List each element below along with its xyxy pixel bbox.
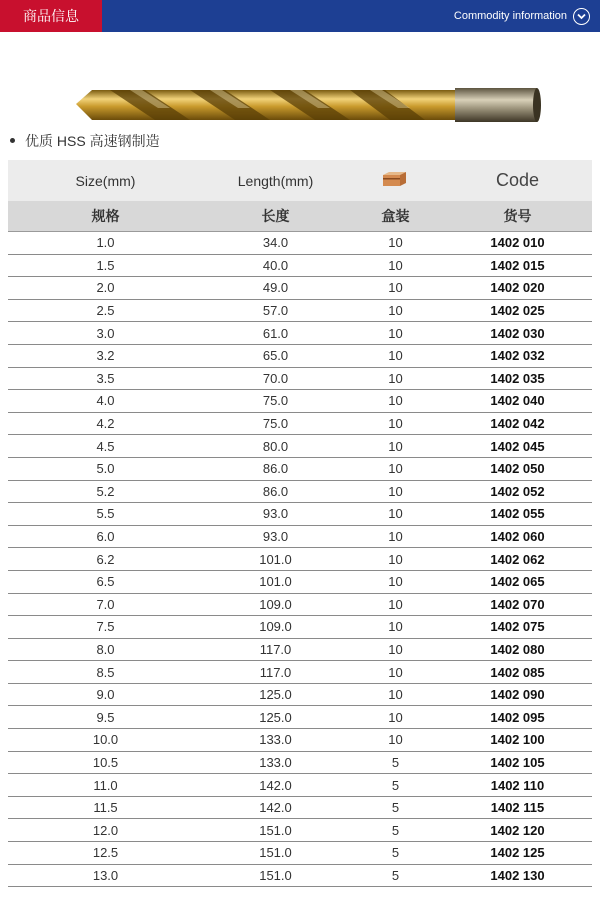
spec-table (8, 160, 592, 887)
cell-code: 1402 090 (443, 683, 592, 706)
table-row (8, 367, 592, 390)
cell-length: 75.0 (203, 390, 348, 413)
cell-size: 5.2 (8, 480, 203, 503)
cell-box-qty: 10 (348, 570, 443, 593)
cell-code: 1402 100 (443, 729, 592, 752)
cell-length: 151.0 (203, 819, 348, 842)
cell-size: 3.2 (8, 344, 203, 367)
table-row (8, 548, 592, 571)
cell-length: 75.0 (203, 412, 348, 435)
cell-code: 1402 052 (443, 480, 592, 503)
cell-length: 117.0 (203, 661, 348, 684)
col-box-cn: 盒装 (348, 201, 443, 232)
cell-length: 133.0 (203, 751, 348, 774)
col-length-en: Length(mm) (203, 160, 348, 201)
cell-box-qty: 10 (348, 525, 443, 548)
cell-box-qty: 10 (348, 457, 443, 480)
table-row (8, 842, 592, 865)
product-feature (10, 131, 160, 151)
cell-box-qty: 10 (348, 277, 443, 300)
table-row (8, 638, 592, 661)
col-code-en: Code (443, 160, 592, 201)
table-row (8, 299, 592, 322)
header-bar (0, 0, 600, 32)
cell-box-qty: 10 (348, 435, 443, 458)
col-size-cn: 规格 (8, 201, 203, 232)
table-row (8, 435, 592, 458)
commodity-info-toggle[interactable] (454, 0, 590, 32)
table-row (8, 344, 592, 367)
cell-code: 1402 110 (443, 774, 592, 797)
cell-length: 125.0 (203, 706, 348, 729)
product-feature-text: 优质 HSS 高速钢制造 (25, 133, 160, 149)
cell-box-qty: 5 (348, 796, 443, 819)
cell-length: 65.0 (203, 344, 348, 367)
cell-length: 86.0 (203, 480, 348, 503)
cell-length: 61.0 (203, 322, 348, 345)
bullet-dot (10, 138, 15, 143)
cell-length: 101.0 (203, 548, 348, 571)
cell-size: 6.5 (8, 570, 203, 593)
cell-code: 1402 060 (443, 525, 592, 548)
cell-size: 2.0 (8, 277, 203, 300)
cell-size: 5.5 (8, 503, 203, 526)
cell-length: 49.0 (203, 277, 348, 300)
cell-code: 1402 040 (443, 390, 592, 413)
table-row (8, 390, 592, 413)
col-box-en (348, 160, 443, 201)
cell-size: 6.0 (8, 525, 203, 548)
commodity-info-label: Commodity information (453, 10, 567, 22)
cell-box-qty: 5 (348, 819, 443, 842)
cell-length: 142.0 (203, 774, 348, 797)
cell-size: 4.5 (8, 435, 203, 458)
cell-box-qty: 10 (348, 729, 443, 752)
cell-box-qty: 10 (348, 616, 443, 639)
cell-length: 133.0 (203, 729, 348, 752)
tab-commodity-info[interactable]: 商品信息 (0, 0, 102, 32)
cell-code: 1402 125 (443, 842, 592, 865)
cell-box-qty: 5 (348, 774, 443, 797)
cell-box-qty: 10 (348, 344, 443, 367)
cell-box-qty: 10 (348, 232, 443, 255)
cell-code: 1402 030 (443, 322, 592, 345)
cell-code: 1402 025 (443, 299, 592, 322)
cell-code: 1402 050 (443, 457, 592, 480)
cell-code: 1402 062 (443, 548, 592, 571)
cell-size: 8.0 (8, 638, 203, 661)
table-row (8, 412, 592, 435)
box-icon (380, 169, 412, 189)
cell-code: 1402 120 (443, 819, 592, 842)
cell-box-qty: 10 (348, 322, 443, 345)
table-row (8, 570, 592, 593)
cell-box-qty: 10 (348, 480, 443, 503)
cell-size: 11.0 (8, 774, 203, 797)
table-row (8, 232, 592, 255)
cell-code: 1402 055 (443, 503, 592, 526)
cell-box-qty: 10 (348, 367, 443, 390)
cell-length: 117.0 (203, 638, 348, 661)
table-row (8, 751, 592, 774)
cell-size: 3.5 (8, 367, 203, 390)
cell-size: 9.0 (8, 683, 203, 706)
cell-size: 7.0 (8, 593, 203, 616)
cell-size: 8.5 (8, 661, 203, 684)
cell-code: 1402 065 (443, 570, 592, 593)
cell-size: 6.2 (8, 548, 203, 571)
cell-size: 7.5 (8, 616, 203, 639)
cell-code: 1402 115 (443, 796, 592, 819)
cell-length: 109.0 (203, 593, 348, 616)
table-row (8, 774, 592, 797)
cell-box-qty: 10 (348, 254, 443, 277)
cell-length: 101.0 (203, 570, 348, 593)
cell-code: 1402 015 (443, 254, 592, 277)
cell-code: 1402 010 (443, 232, 592, 255)
table-row (8, 593, 592, 616)
table-row (8, 525, 592, 548)
table-row (8, 729, 592, 752)
cell-code: 1402 035 (443, 367, 592, 390)
cell-size: 10.5 (8, 751, 203, 774)
cell-size: 4.0 (8, 390, 203, 413)
cell-code: 1402 045 (443, 435, 592, 458)
cell-size: 9.5 (8, 706, 203, 729)
cell-code: 1402 080 (443, 638, 592, 661)
table-row (8, 322, 592, 345)
table-row (8, 819, 592, 842)
cell-size: 11.5 (8, 796, 203, 819)
cell-box-qty: 10 (348, 390, 443, 413)
cell-size: 10.0 (8, 729, 203, 752)
cell-size: 13.0 (8, 864, 203, 887)
cell-length: 57.0 (203, 299, 348, 322)
cell-size: 1.5 (8, 254, 203, 277)
cell-size: 4.2 (8, 412, 203, 435)
cell-length: 93.0 (203, 503, 348, 526)
cell-size: 12.5 (8, 842, 203, 865)
cell-box-qty: 5 (348, 864, 443, 887)
cell-length: 109.0 (203, 616, 348, 639)
table-row (8, 254, 592, 277)
cell-code: 1402 085 (443, 661, 592, 684)
cell-size: 5.0 (8, 457, 203, 480)
col-code-cn: 货号 (443, 201, 592, 232)
table-row (8, 796, 592, 819)
cell-length: 151.0 (203, 842, 348, 865)
table-row (8, 661, 592, 684)
cell-code: 1402 020 (443, 277, 592, 300)
cell-length: 80.0 (203, 435, 348, 458)
table-row (8, 616, 592, 639)
table-header-cn (8, 201, 592, 232)
cell-length: 142.0 (203, 796, 348, 819)
cell-box-qty: 10 (348, 299, 443, 322)
cell-length: 34.0 (203, 232, 348, 255)
cell-code: 1402 095 (443, 706, 592, 729)
cell-box-qty: 10 (348, 412, 443, 435)
cell-length: 40.0 (203, 254, 348, 277)
table-row (8, 864, 592, 887)
table-row (8, 683, 592, 706)
cell-code: 1402 075 (443, 616, 592, 639)
cell-box-qty: 10 (348, 593, 443, 616)
cell-code: 1402 032 (443, 344, 592, 367)
cell-box-qty: 10 (348, 661, 443, 684)
table-row (8, 503, 592, 526)
cell-box-qty: 5 (348, 842, 443, 865)
col-size-en: Size(mm) (8, 160, 203, 201)
cell-box-qty: 10 (348, 548, 443, 571)
cell-box-qty: 10 (348, 638, 443, 661)
chevron-down-circle-icon[interactable] (573, 8, 590, 25)
cell-size: 12.0 (8, 819, 203, 842)
cell-code: 1402 070 (443, 593, 592, 616)
cell-size: 3.0 (8, 322, 203, 345)
table-header-en (8, 160, 592, 201)
cell-length: 86.0 (203, 457, 348, 480)
cell-length: 70.0 (203, 367, 348, 390)
cell-code: 1402 130 (443, 864, 592, 887)
table-row (8, 706, 592, 729)
cell-box-qty: 10 (348, 503, 443, 526)
cell-box-qty: 10 (348, 683, 443, 706)
table-row (8, 480, 592, 503)
cell-size: 1.0 (8, 232, 203, 255)
table-row (8, 277, 592, 300)
drill-bit-icon (70, 82, 545, 127)
cell-length: 151.0 (203, 864, 348, 887)
table-row (8, 457, 592, 480)
cell-code: 1402 042 (443, 412, 592, 435)
cell-length: 93.0 (203, 525, 348, 548)
cell-box-qty: 5 (348, 751, 443, 774)
col-length-cn: 长度 (203, 201, 348, 232)
cell-length: 125.0 (203, 683, 348, 706)
cell-box-qty: 10 (348, 706, 443, 729)
cell-code: 1402 105 (443, 751, 592, 774)
cell-size: 2.5 (8, 299, 203, 322)
